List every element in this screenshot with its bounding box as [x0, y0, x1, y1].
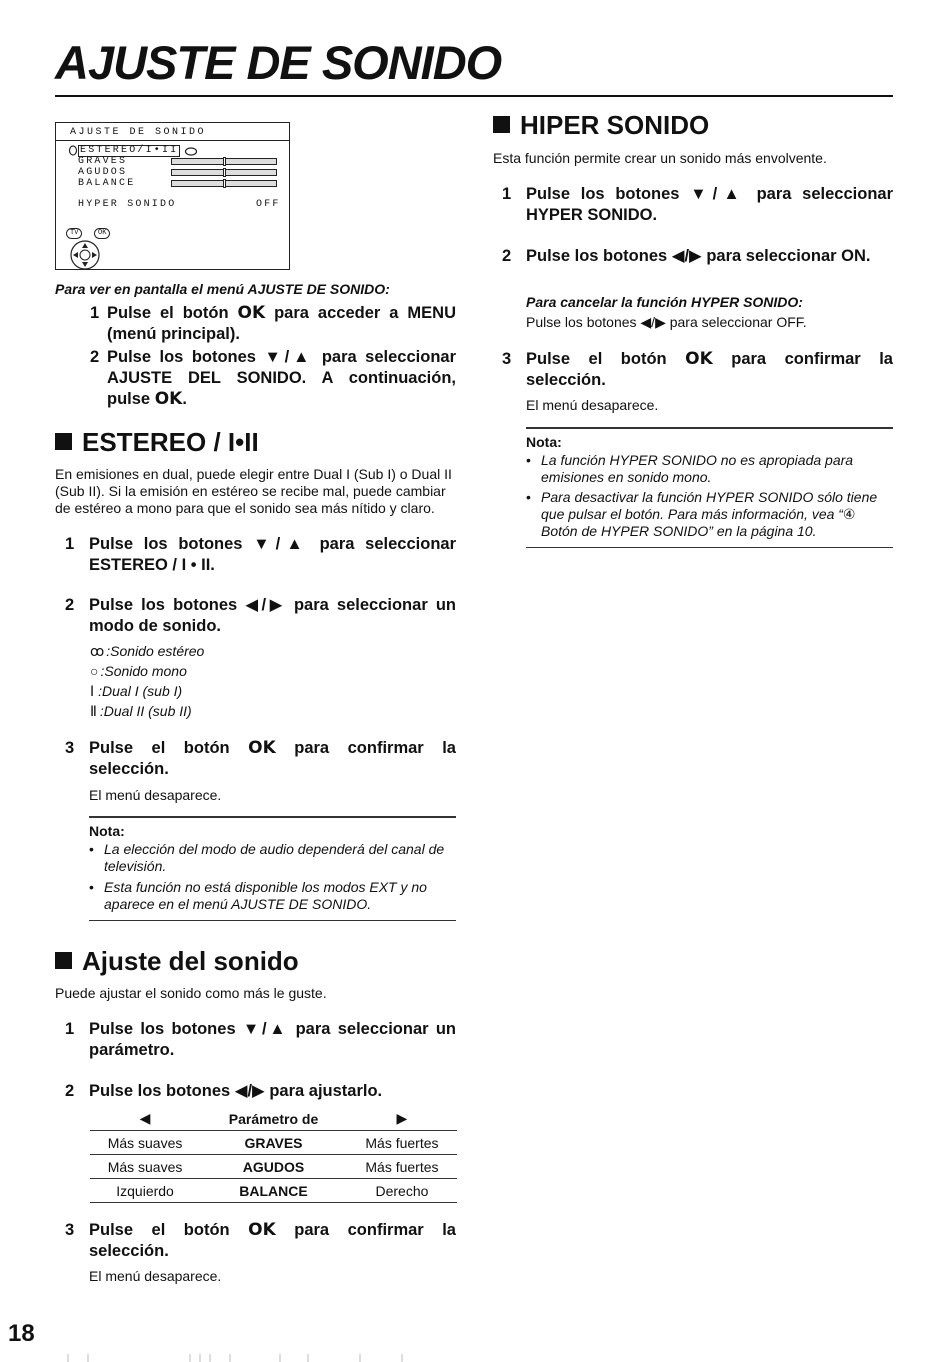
- step-text: Pulse los botones ▼/▲ para seleccionar HYPER SONIDO.: [526, 185, 893, 224]
- step-text: .: [182, 390, 187, 408]
- step-text: Pulse los botones ▼/▲ para seleccionar AJUSTE DEL SONIDO. A continuación, pulse: [107, 348, 456, 408]
- note-item: • Esta función no está disponible los modos EXT y no aparece en el menú AJUSTE DE SONIDO.: [89, 879, 427, 912]
- square-bullet-icon: [55, 433, 72, 450]
- osd-row-graves: GRAVES: [78, 156, 128, 167]
- step-text: Pulse el botón: [89, 1221, 249, 1239]
- table-row: [90, 1131, 457, 1155]
- table-cell: AGUDOS: [200, 1155, 347, 1179]
- osd-title: AJUSTE DE SONIDO: [70, 127, 207, 138]
- estereo-description: En emisiones en dual, puede elegir entre Dual I (Sub I) o Dual II (Sub II). Si la emisión en estéreo se recibe mal, puede cambiar de estéreo a mono para que el sonido sea más nítido y claro.: [55, 466, 452, 516]
- step-number: 2: [65, 1082, 75, 1100]
- note-item: • La función HYPER SONIDO no es apropiada para emisiones en sonido mono.: [526, 452, 854, 485]
- hiper-step-3-result: El menú desaparece.: [526, 397, 659, 413]
- step-text: Pulse los botones ◀/▶ para seleccionar un modo de sonido.: [89, 596, 456, 635]
- step-number: 2: [90, 348, 100, 366]
- table-row: [90, 1179, 457, 1203]
- step-number: 2: [65, 596, 75, 614]
- dual-2-icon: Ⅱ: [90, 703, 97, 719]
- ajuste-description: Puede ajustar el sonido como más le guste.: [55, 985, 327, 1001]
- osd-bar-marker: [223, 157, 226, 166]
- dpad-icon: [70, 240, 100, 270]
- note-bottom-rule: [89, 920, 456, 921]
- ok-key: OK: [94, 228, 110, 239]
- step-text: Pulse los botones ◀/▶ para seleccionar ON.: [526, 247, 871, 265]
- mode-dual-2: Ⅱ :Dual II (sub II): [90, 703, 192, 719]
- osd-bar-marker: [223, 168, 226, 177]
- tv-key: TV: [66, 228, 82, 239]
- step-text: Pulse los botones ▼/▲ para seleccionar ESTEREO / I • II.: [89, 535, 456, 574]
- hiper-cancel-label: Para cancelar la función HYPER SONIDO:: [526, 294, 803, 310]
- mode-dual-1: Ⅰ :Dual I (sub I): [90, 683, 183, 699]
- bullet-icon: •: [526, 489, 531, 505]
- note-title: Nota:: [526, 434, 562, 450]
- mono-icon: ○: [90, 663, 99, 679]
- hiper-description: Esta función permite crear un sonido más envolvente.: [493, 150, 827, 166]
- page-number: 18: [8, 1320, 35, 1347]
- step-text: para confirmar la selección.: [89, 739, 456, 778]
- osd-hyper-value: OFF: [256, 199, 281, 210]
- table-header-parameter: Parámetro de: [228, 1110, 319, 1127]
- note-bottom-rule: [526, 547, 893, 548]
- osd-divider: [56, 140, 289, 141]
- step-number: 1: [65, 535, 75, 553]
- mono-icon: [68, 145, 78, 156]
- table-cell: Más suaves: [90, 1155, 200, 1179]
- step-number: 1: [65, 1020, 75, 1038]
- title-divider: [55, 95, 893, 97]
- osd-row-balance: BALANCE: [78, 178, 136, 189]
- bullet-icon: •: [526, 452, 531, 468]
- intro-label: Para ver en pantalla el menú AJUSTE DE SONIDO:: [55, 281, 390, 297]
- step-text: Pulse el botón: [526, 350, 686, 368]
- mono-icon: [184, 147, 198, 156]
- osd-menu-illustration: [55, 122, 290, 270]
- ok-button-symbol: OK: [237, 303, 266, 323]
- step-text: Pulse los botones ▼/▲ para seleccionar un parámetro.: [89, 1020, 456, 1059]
- estereo-step-3-result: El menú desaparece.: [89, 787, 222, 803]
- step-text: para acceder a MENU (menú principal).: [107, 304, 456, 343]
- osd-bar-agudos: [171, 169, 277, 176]
- step-text: para confirmar la selección.: [526, 350, 893, 389]
- table-cell: Más fuertes: [347, 1155, 457, 1179]
- footer-ticks: [60, 1354, 420, 1362]
- bullet-icon: •: [89, 841, 94, 857]
- hiper-cancel-text: Pulse los botones ◀/▶ para seleccionar OFF.: [526, 314, 807, 330]
- step-number: 3: [65, 1221, 75, 1239]
- osd-row-agudos: AGUDOS: [78, 167, 128, 178]
- section-heading-hiper: HIPER SONIDO: [493, 110, 709, 140]
- mode-mono: ○ :Sonido mono: [90, 663, 187, 679]
- step-number: 2: [502, 247, 512, 265]
- square-bullet-icon: [493, 116, 510, 133]
- note-item: • Para desactivar la función HYPER SONIDO sólo tiene que pulsar el botón. Para más información, vea “④ Botón de HYPER SONIDO” en la página 10.: [526, 489, 878, 539]
- section-heading-estereo: ESTEREO / I•II: [55, 427, 259, 457]
- table-cell: Derecho: [347, 1179, 457, 1203]
- table-cell: Más suaves: [90, 1131, 200, 1155]
- stereo-icon: ꝏ: [90, 643, 105, 659]
- page-title: AJUSTE DE SONIDO: [55, 36, 502, 89]
- ok-button-symbol: OK: [685, 349, 713, 369]
- step-text: Pulse los botones ◀/▶ para ajustarlo.: [89, 1082, 383, 1100]
- osd-row-estereo: ESTEREO/I•II: [80, 145, 179, 156]
- table-cell: GRAVES: [200, 1131, 347, 1155]
- table-cell: Más fuertes: [347, 1131, 457, 1155]
- section-heading-ajuste: Ajuste del sonido: [55, 946, 299, 976]
- table-row: [90, 1155, 457, 1179]
- dual-1-icon: Ⅰ: [90, 683, 95, 699]
- note-top-rule: [526, 427, 893, 429]
- step-number: 1: [502, 185, 512, 203]
- mode-stereo: ꝏ :Sonido estéreo: [90, 643, 205, 659]
- step-number: 3: [65, 739, 75, 757]
- ok-button-symbol: OK: [248, 738, 276, 758]
- note-title: Nota:: [89, 823, 125, 839]
- table-header-row: [90, 1107, 457, 1131]
- osd-bar-balance: [171, 180, 277, 187]
- step-number: 3: [502, 350, 512, 368]
- ajuste-step-3-result: El menú desaparece.: [89, 1268, 222, 1284]
- step-text: para confirmar la selección.: [89, 1221, 456, 1260]
- note-item: • La elección del modo de audio dependerá del canal de televisión.: [89, 841, 445, 874]
- square-bullet-icon: [55, 952, 72, 969]
- osd-hyper-label: HYPER SONIDO: [78, 199, 177, 210]
- osd-bar-marker: [223, 179, 226, 188]
- note-top-rule: [89, 816, 456, 818]
- table-cell: Izquierdo: [90, 1179, 200, 1203]
- right-arrow-icon: ▶: [396, 1110, 408, 1126]
- ok-button-symbol: OK: [248, 1220, 276, 1240]
- step-number: 1: [90, 304, 100, 322]
- bullet-icon: •: [89, 879, 94, 895]
- ok-button-symbol: OK: [154, 389, 183, 409]
- table-cell: BALANCE: [200, 1179, 347, 1203]
- left-arrow-icon: ◀: [139, 1110, 151, 1126]
- step-text: Pulse el botón: [107, 304, 238, 322]
- osd-bar-graves: [171, 158, 277, 165]
- step-text: Pulse el botón: [89, 739, 249, 757]
- parameter-table: [90, 1107, 457, 1203]
